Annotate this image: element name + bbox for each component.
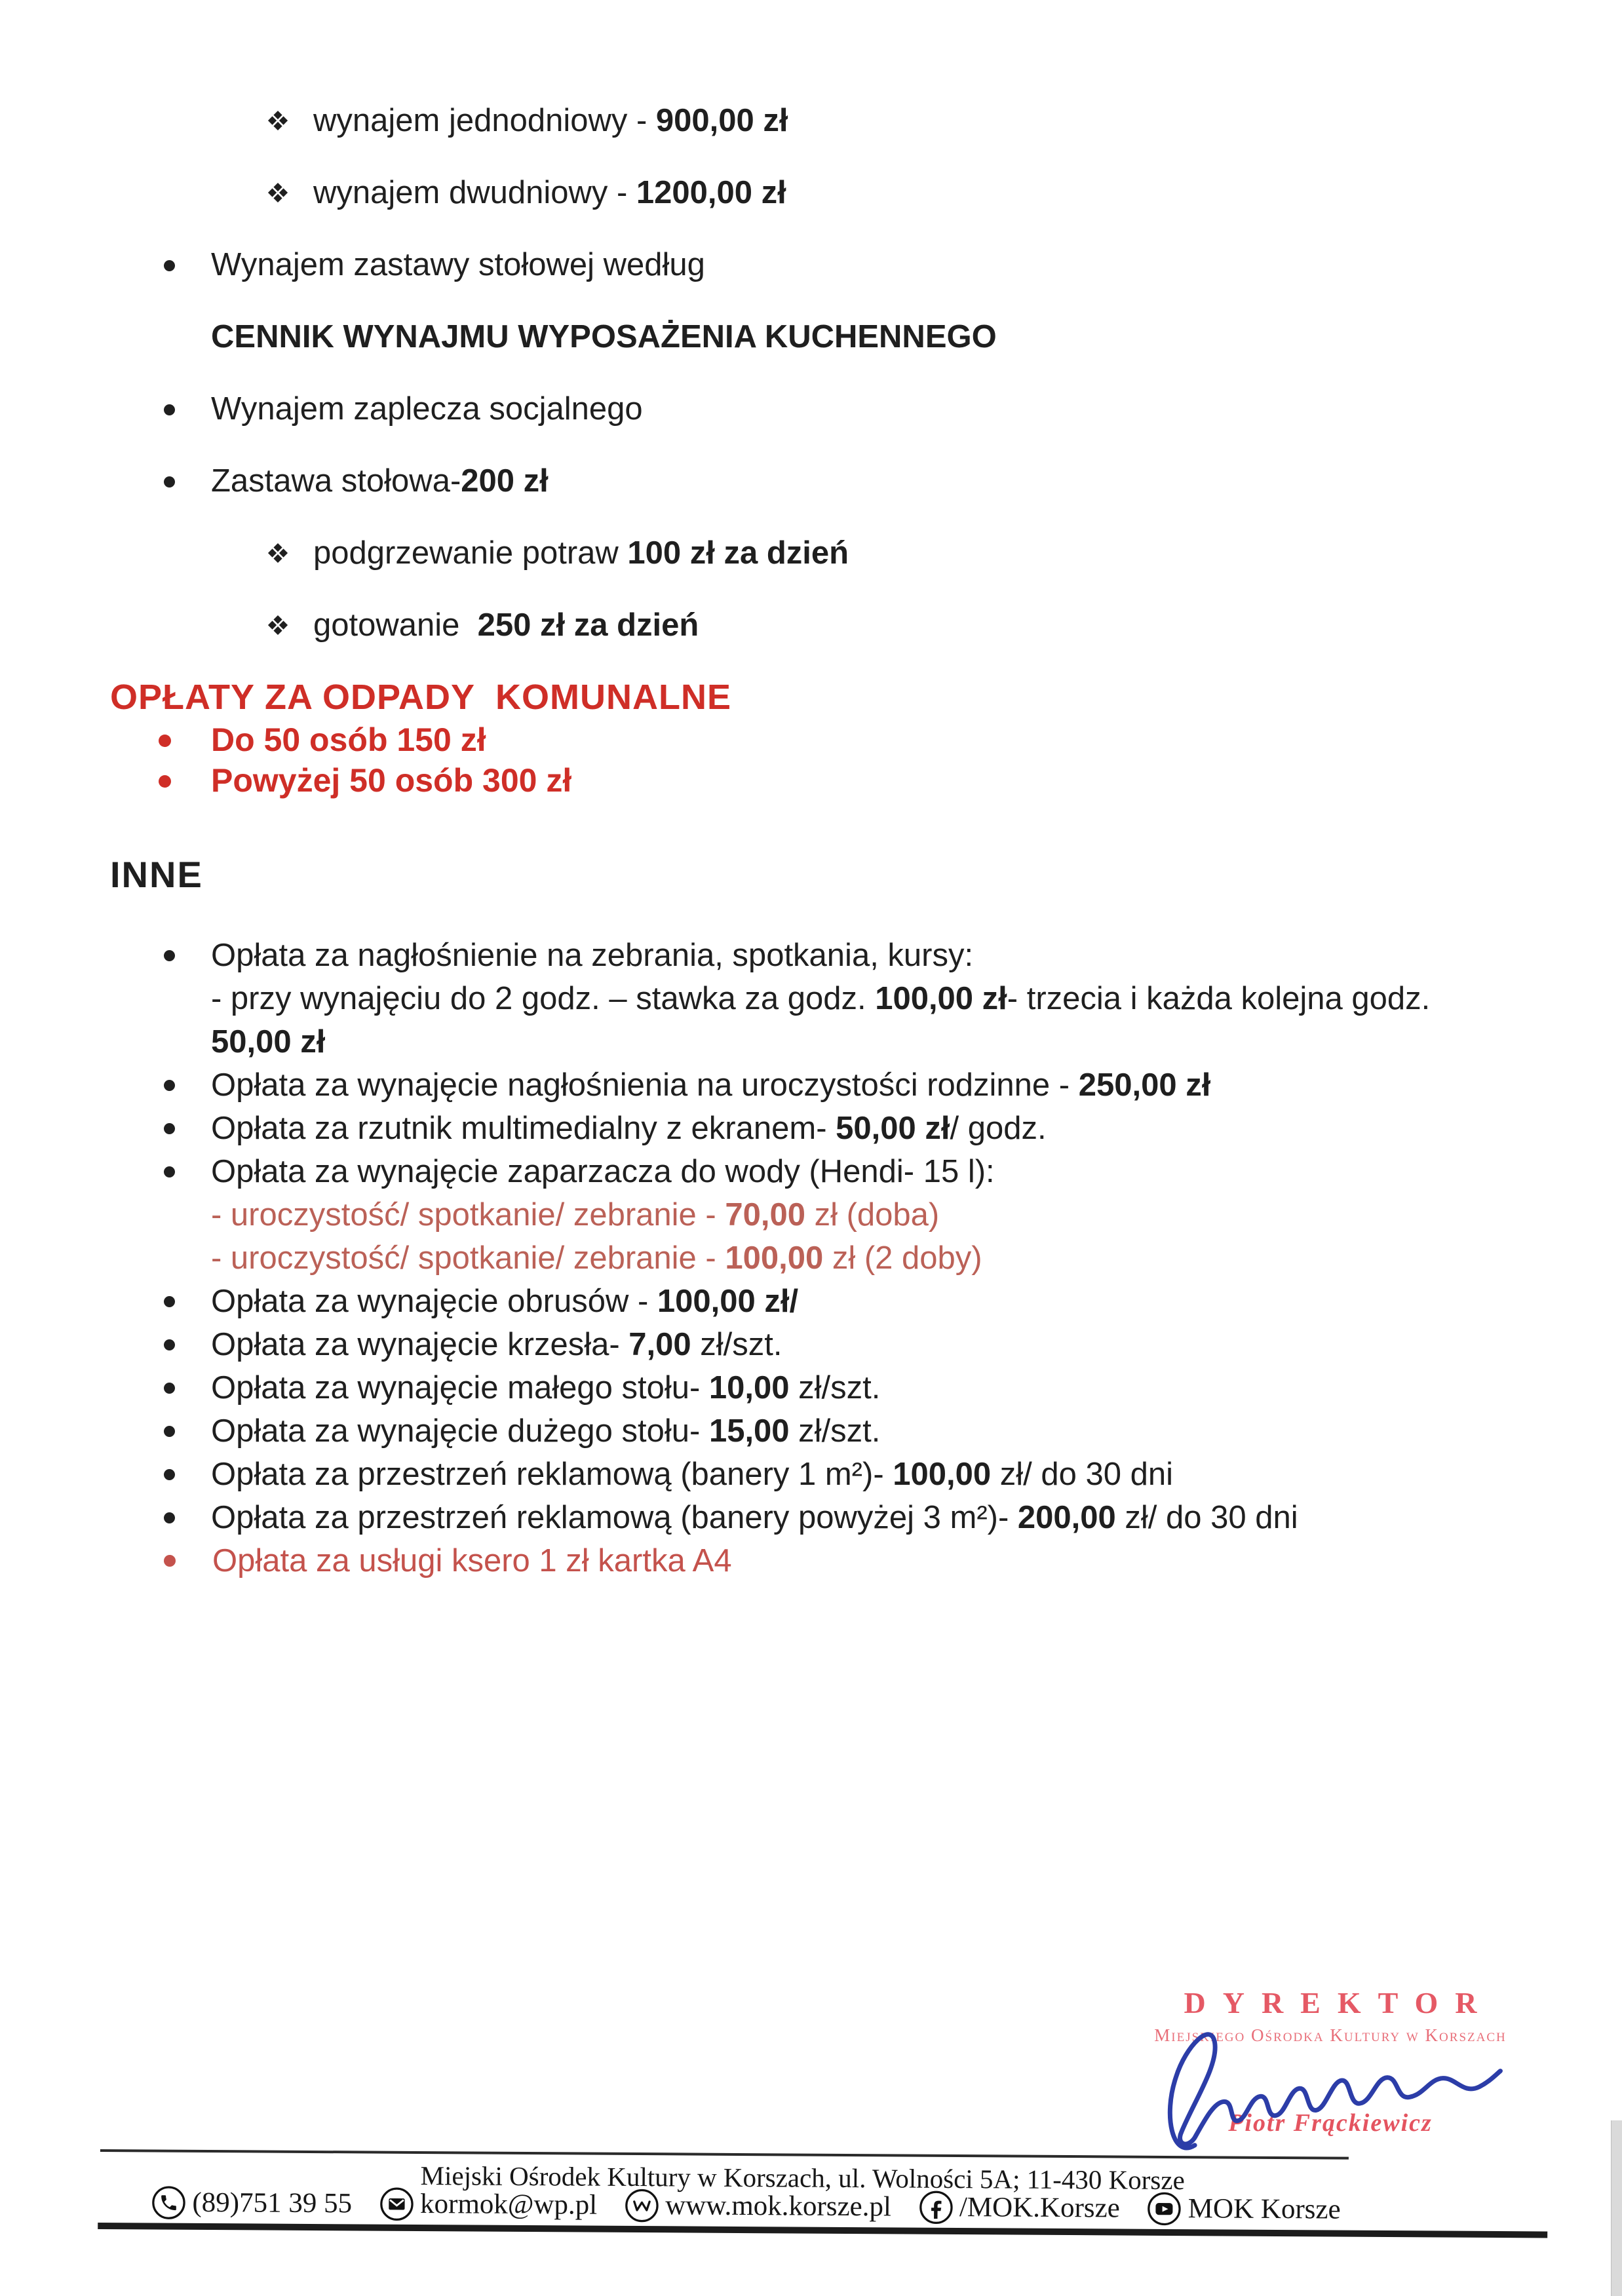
- list-item-text: [211, 977, 1430, 1020]
- footer: [0, 2142, 1622, 2263]
- diamond-bullet-icon: [267, 182, 288, 203]
- text-segment: 250,00 zł: [1078, 1067, 1211, 1103]
- list-subitem: [211, 977, 1622, 1020]
- text-segment: 100,00: [893, 1457, 992, 1492]
- text-segment: wynajem dwudniowy -: [313, 175, 636, 210]
- list-item-text: [211, 1236, 982, 1280]
- text-segment: Opłata za wynajęcie małego stołu-: [211, 1370, 709, 1406]
- list-item-text: [313, 100, 788, 142]
- text-segment: 100,00 zł/: [657, 1284, 799, 1319]
- scan-edge-artifact: [1611, 2120, 1622, 2296]
- bullet-icon: [164, 1469, 175, 1480]
- text-segment: 200 zł: [461, 463, 549, 499]
- bullet-icon: [159, 775, 171, 788]
- text-segment: Opłata za wynajęcie krzesła-: [211, 1327, 629, 1362]
- footer-contacts: [151, 2185, 1341, 2227]
- text-segment: 50,00 zł: [836, 1111, 950, 1146]
- text-segment: 200,00: [1017, 1500, 1116, 1535]
- list-item-text: [211, 388, 643, 430]
- text-segment: 100,00 zł: [875, 981, 1007, 1016]
- footer-address: Miejski Ośrodek Kultury w Korszach, ul. Wolności 5A; 11-430 Korsze: [420, 2160, 1185, 2196]
- footer-website: [625, 2188, 891, 2225]
- bullet-icon: [164, 1166, 175, 1177]
- footer-email-text: kormok@wp.pl: [419, 2189, 598, 2221]
- list-item: [164, 1453, 1622, 1496]
- footer-divider-thin: [100, 2149, 1349, 2160]
- text-segment: 100,00: [725, 1240, 824, 1276]
- text-segment: Opłata za usługi ksero 1 zł kartka A4: [212, 1543, 732, 1578]
- text-segment: 1200,00 zł: [636, 175, 786, 210]
- list-item-text: Powyżej 50 osób 300 zł: [211, 762, 572, 799]
- text-segment: Opłata za przestrzeń reklamową (banery powyżej 3 m²)-: [211, 1500, 1018, 1535]
- facebook-icon: [919, 2191, 953, 2225]
- stamp-subtitle: Miejskiego Ośrodka Kultury w Korszach: [1154, 2025, 1507, 2045]
- list-item: [164, 934, 1622, 977]
- text-segment: zł/szt.: [789, 1413, 881, 1449]
- list-item: [164, 1409, 1622, 1453]
- text-segment: zł (doba): [805, 1197, 940, 1233]
- kitchen-pricelist-title-text: [211, 316, 997, 358]
- other-list: [0, 934, 1622, 1582]
- text-segment: zł/ do 30 dni: [1115, 1500, 1298, 1535]
- text-segment: zł/szt.: [691, 1327, 782, 1362]
- list-item-text: [211, 1193, 939, 1236]
- text-segment: 70,00: [725, 1197, 805, 1233]
- list-item-text: [211, 1496, 1298, 1539]
- bullet-icon: [164, 1296, 175, 1307]
- text-segment: Zastawa stołowa-: [211, 463, 461, 499]
- text-segment: - uroczystość/ spotkanie/ zebranie -: [211, 1240, 725, 1276]
- diamond-bullet-icon: [267, 615, 288, 636]
- www-icon: [625, 2189, 659, 2223]
- text-segment: - uroczystość/ spotkanie/ zebranie -: [211, 1197, 725, 1233]
- text-segment: gotowanie: [313, 607, 478, 643]
- footer-email: [379, 2187, 597, 2223]
- text-segment: podgrzewanie potraw: [313, 535, 628, 571]
- list-item-text: [313, 172, 786, 214]
- bullet-icon: [164, 1383, 175, 1394]
- list-subitem: [211, 1193, 1622, 1236]
- list-subitem: [211, 1236, 1622, 1280]
- list-item: [164, 1366, 1622, 1409]
- text-segment: Wynajem zastawy stołowej według: [211, 247, 705, 282]
- text-segment: 100 zł za dzień: [627, 535, 849, 571]
- text-segment: Opłata za wynajęcie obrusów -: [211, 1284, 657, 1319]
- footer-phone: [151, 2185, 352, 2221]
- text-segment: - przy wynajęciu do 2 godz. – stawka za godz.: [211, 981, 876, 1016]
- list-item: [164, 1323, 1622, 1366]
- other-section: [0, 852, 1622, 1582]
- list-item-text: [211, 934, 973, 977]
- list-item-text: [211, 1409, 880, 1453]
- text-segment: 250 zł za dzień: [477, 607, 699, 643]
- list-item: [164, 1539, 1622, 1582]
- text-segment: Opłata za wynajęcie nagłośnienia na uroczystości rodzinne -: [211, 1067, 1079, 1103]
- text-segment: CENNIK WYNAJMU WYPOSAŻENIA KUCHENNEGO: [211, 319, 997, 354]
- waste-fees-section: [0, 675, 1622, 801]
- bullet-icon: [164, 1512, 175, 1523]
- text-segment: zł/szt.: [789, 1370, 881, 1406]
- text-segment: Opłata za rzutnik multimedialny z ekranem-: [211, 1111, 836, 1146]
- text-segment: 7,00: [628, 1327, 691, 1362]
- bullet-icon: [164, 1080, 175, 1091]
- text-segment: zł (2 doby): [823, 1240, 982, 1276]
- list-item-text: [211, 1323, 782, 1366]
- bullet-icon: [164, 1339, 175, 1350]
- list-item-text: [313, 604, 699, 646]
- text-segment: Opłata za nagłośnienie na zebrania, spotkania, kursy:: [211, 938, 974, 973]
- list-subitem: [211, 1020, 1622, 1063]
- list-item: [267, 100, 1622, 142]
- email-icon: [379, 2187, 414, 2221]
- bullet-icon: [159, 735, 171, 747]
- list-item: [164, 1150, 1622, 1193]
- list-item: [267, 604, 1622, 646]
- bullet-icon: [164, 1555, 176, 1567]
- rental-section: [0, 100, 1622, 646]
- bullet-icon: [164, 1123, 175, 1134]
- bullet-icon: [164, 260, 175, 271]
- text-segment: zł/ do 30 dni: [991, 1457, 1173, 1492]
- text-segment: Wynajem zaplecza socjalnego: [211, 391, 643, 427]
- text-segment: Opłata za przestrzeń reklamową (banery 1 m²)-: [211, 1457, 893, 1492]
- list-item: [164, 1107, 1622, 1150]
- list-item-text: [211, 1063, 1210, 1107]
- footer-facebook: [919, 2190, 1120, 2227]
- list-item-text: [211, 1107, 1047, 1150]
- text-segment: Opłata za wynajęcie dużego stołu-: [211, 1413, 709, 1449]
- list-item: [159, 719, 1622, 760]
- list-item: [164, 244, 1622, 286]
- list-item-text: [313, 532, 849, 574]
- phone-icon: [151, 2185, 185, 2219]
- diamond-bullet-icon: [267, 110, 288, 131]
- list-item-text: [211, 1020, 325, 1063]
- list-item-text: Do 50 osób 150 zł: [211, 721, 486, 758]
- bullet-icon: [164, 1426, 175, 1437]
- bullet-icon: [164, 476, 175, 488]
- list-item: [164, 460, 1622, 502]
- list-item-text: [211, 1366, 880, 1409]
- text-segment: wynajem jednodniowy -: [313, 103, 656, 138]
- text-segment: - trzecia i każda kolejna godz.: [1007, 981, 1431, 1016]
- list-item: [164, 1063, 1622, 1107]
- diamond-bullet-icon: [267, 543, 288, 564]
- list-item: [164, 1280, 1622, 1323]
- text-segment: Opłata za wynajęcie zaparzacza do wody (Hendi- 15 l):: [211, 1154, 995, 1189]
- text-segment: 15,00: [708, 1413, 790, 1449]
- list-item: [267, 172, 1622, 214]
- list-item-text: [211, 1150, 995, 1193]
- list-item: [159, 760, 1622, 801]
- text-segment: 10,00: [708, 1370, 790, 1406]
- footer-facebook-text: /MOK.Korsze: [959, 2192, 1120, 2224]
- waste-fees-heading: OPŁATY ZA ODPADY KOMUNALNE: [110, 678, 732, 717]
- text-segment: 50,00 zł: [211, 1024, 326, 1060]
- stamp-title: DYREKTOR: [1184, 1986, 1494, 2019]
- list-item: [267, 532, 1622, 574]
- footer-phone-text: (89)751 39 55: [192, 2187, 353, 2219]
- list-item-text: [211, 244, 705, 286]
- youtube-icon: [1148, 2192, 1182, 2226]
- text-segment: / godz.: [950, 1111, 1047, 1146]
- bullet-icon: [164, 950, 175, 961]
- stamp-director-name: Piotr Frąckiewicz: [1228, 2109, 1433, 2137]
- text-segment: 900,00 zł: [655, 103, 788, 138]
- kitchen-pricelist-title: [211, 316, 1622, 358]
- list-item-text: [211, 1453, 1173, 1496]
- footer-youtube: [1148, 2191, 1341, 2228]
- footer-youtube-text: MOK Korsze: [1188, 2193, 1341, 2225]
- bullet-icon: [164, 404, 175, 415]
- list-item: [164, 388, 1622, 430]
- list-item-text: [211, 460, 549, 502]
- other-section-heading: INNE: [110, 854, 203, 895]
- list-item-text: [212, 1539, 732, 1582]
- footer-website-text: www.mok.korsze.pl: [665, 2190, 892, 2223]
- list-item-text: [211, 1280, 798, 1323]
- list-item: [164, 1496, 1622, 1539]
